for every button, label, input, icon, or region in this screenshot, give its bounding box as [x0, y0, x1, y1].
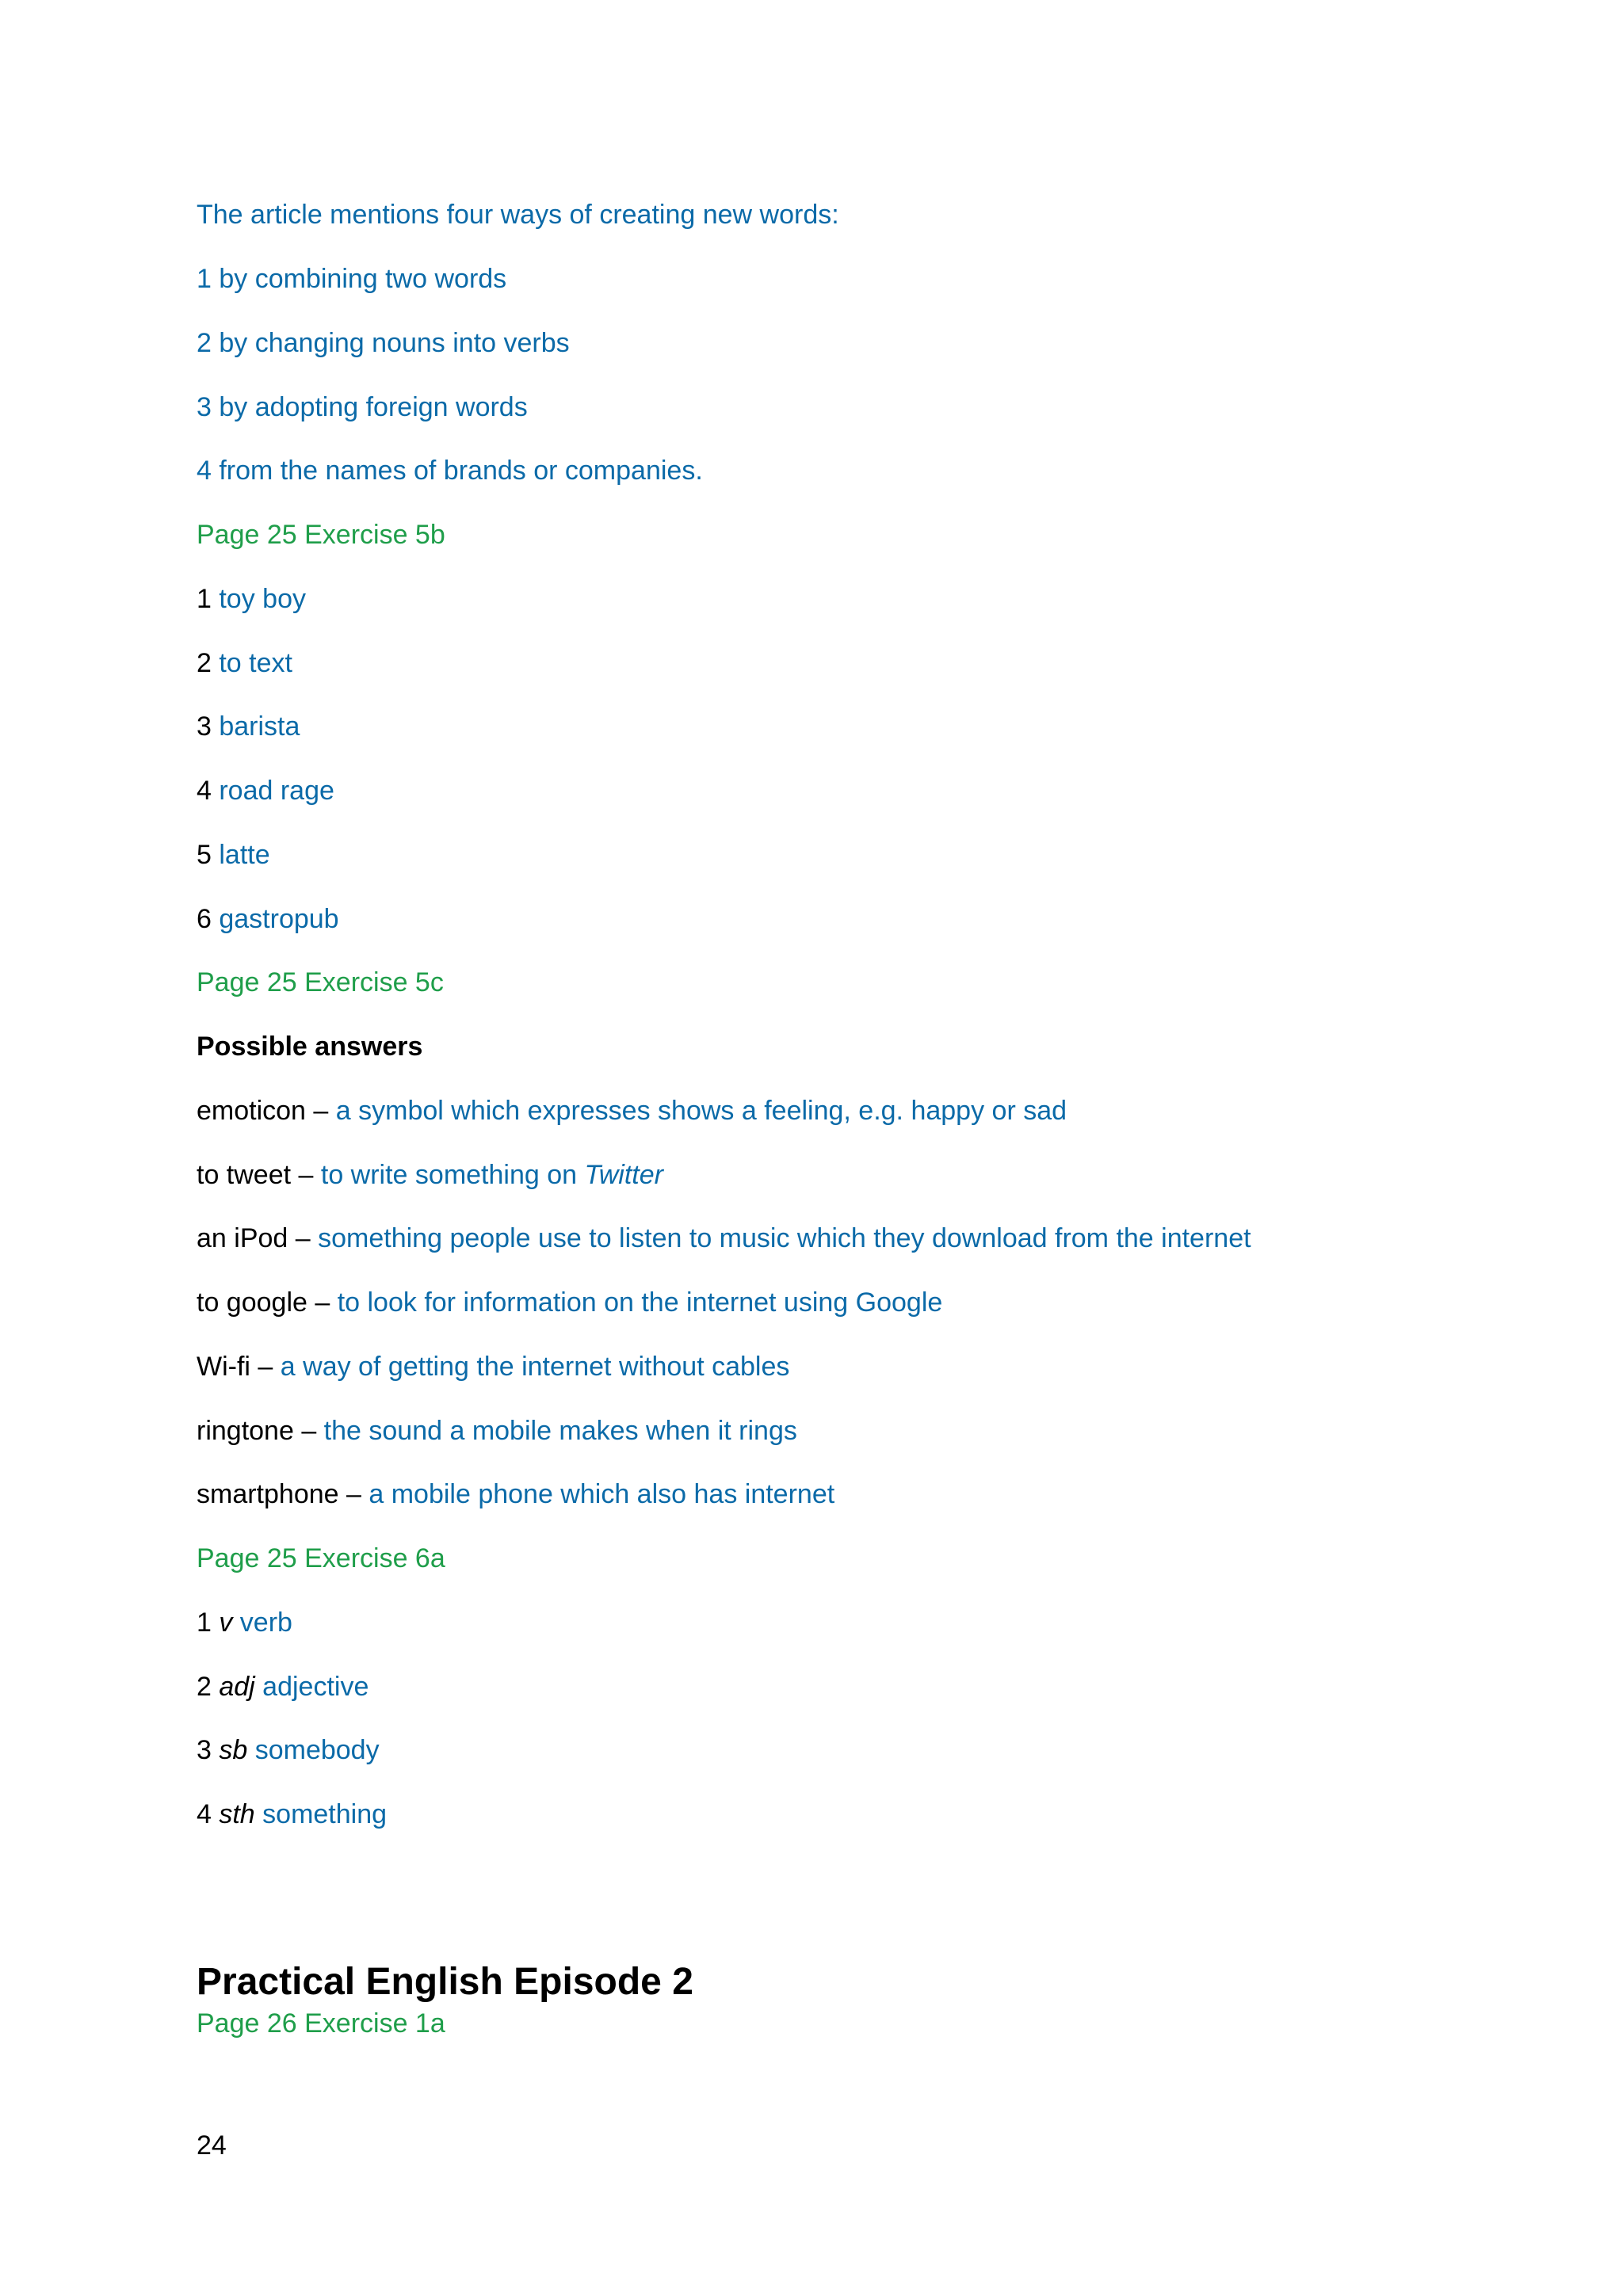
exercise-heading: Page 25 Exercise 6a [197, 1543, 445, 1573]
answer-text: latte [219, 840, 270, 870]
definition-text: to write something on [320, 1160, 585, 1190]
answer-row [197, 583, 306, 615]
definition-row [197, 1351, 789, 1383]
definition-row [197, 1287, 942, 1318]
abbreviation-row [197, 1798, 387, 1830]
definition-term: smartphone – [197, 1479, 369, 1509]
answer-row [197, 775, 334, 807]
abbreviation-row [197, 1671, 369, 1703]
abbreviation-meaning: verb [232, 1608, 292, 1638]
page-number: 24 [197, 2130, 227, 2161]
way-item: 1 by combining two words [197, 264, 507, 294]
abbreviation-number: 1 [197, 1608, 220, 1638]
abbreviation-number: 3 [197, 1735, 220, 1765]
section-title: Practical English Episode 2 [197, 1961, 693, 2003]
definition-text: a symbol which expresses shows a feeling, e.g. happy or sad [335, 1096, 1067, 1126]
definition-row [197, 1478, 834, 1510]
definition-term: to tweet – [197, 1160, 321, 1190]
definition-row [197, 1095, 1067, 1127]
answer-text: to text [219, 648, 292, 678]
abbreviation-row [197, 1607, 292, 1638]
answer-row [197, 647, 292, 679]
abbreviation: sb [219, 1735, 248, 1765]
answer-text: gastropub [219, 904, 339, 934]
definition-term: an iPod – [197, 1223, 319, 1253]
way-item: 3 by adopting foreign words [197, 392, 528, 422]
abbreviation: v [219, 1608, 233, 1638]
answer-number: 5 [197, 840, 220, 870]
definition-text: to look for information on the internet using Google [337, 1287, 943, 1318]
exercise-heading: Page 26 Exercise 1a [197, 2008, 445, 2039]
answer-number: 4 [197, 776, 220, 806]
answer-row [197, 711, 300, 742]
way-item: 4 from the names of brands or companies. [197, 456, 703, 486]
definition-row [197, 1415, 797, 1447]
definition-term: to google – [197, 1287, 338, 1318]
abbreviation: adj [219, 1672, 255, 1702]
answer-number: 6 [197, 904, 220, 934]
answer-number: 1 [197, 584, 220, 614]
definition-term: Wi-fi – [197, 1352, 281, 1382]
definition-term: ringtone – [197, 1416, 324, 1446]
way-item: 2 by changing nouns into verbs [197, 328, 570, 358]
definition-brand: Twitter [584, 1160, 663, 1190]
abbreviation-meaning: something [254, 1799, 388, 1829]
answer-row [197, 903, 339, 935]
definition-text: a mobile phone which also has internet [369, 1479, 835, 1509]
abbreviation-number: 4 [197, 1799, 220, 1829]
abbreviation-meaning: somebody [247, 1735, 380, 1765]
definition-text: the sound a mobile makes when it rings [323, 1416, 797, 1446]
possible-answers-heading: Possible answers [197, 1032, 423, 1062]
definition-text: a way of getting the internet without cables [280, 1352, 790, 1382]
answer-text: barista [219, 711, 300, 742]
abbreviation-number: 2 [197, 1672, 220, 1702]
answer-row [197, 839, 270, 871]
definition-row [197, 1222, 1251, 1254]
abbreviation-row [197, 1734, 380, 1766]
definition-row [197, 1159, 663, 1191]
abbreviation: sth [219, 1799, 255, 1829]
intro-text: The article mentions four ways of creating new words: [197, 200, 839, 230]
abbreviation-meaning: adjective [254, 1672, 369, 1702]
definition-term: emoticon – [197, 1096, 336, 1126]
answer-number: 3 [197, 711, 220, 742]
definition-text: something people use to listen to music which they download from the internet [318, 1223, 1251, 1253]
exercise-heading: Page 25 Exercise 5c [197, 967, 444, 997]
exercise-heading: Page 25 Exercise 5b [197, 520, 445, 550]
answer-text: road rage [219, 776, 334, 806]
answer-text: toy boy [219, 584, 306, 614]
answer-number: 2 [197, 648, 220, 678]
